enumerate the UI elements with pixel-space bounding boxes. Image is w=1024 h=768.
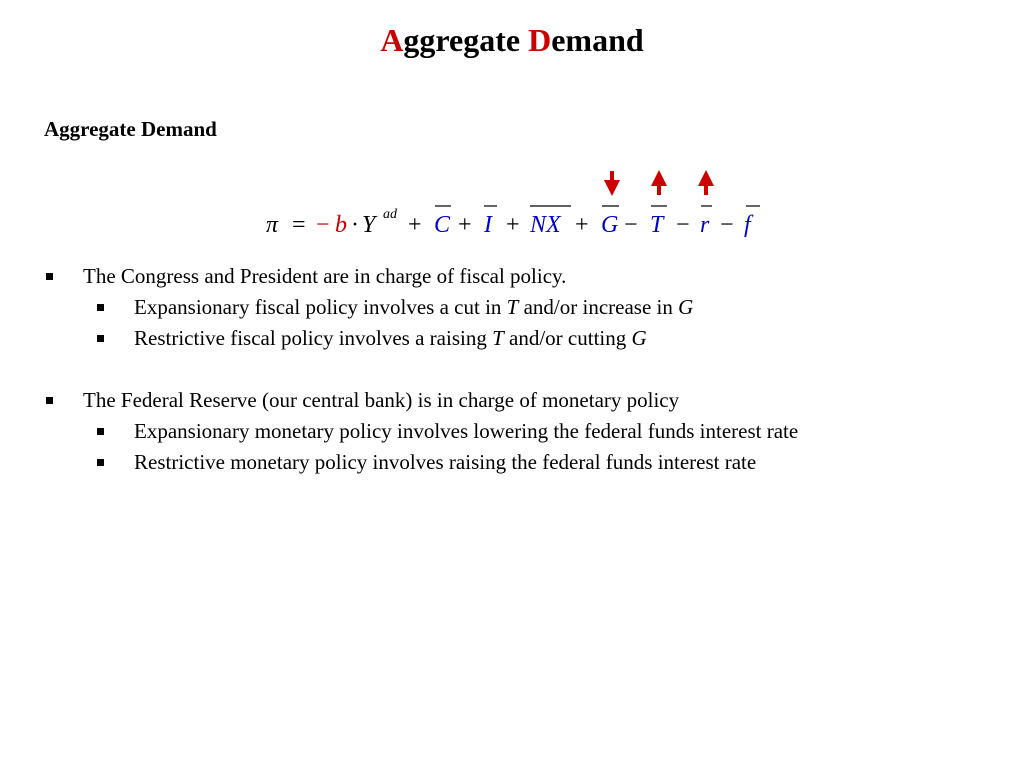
eq-C: C [434,212,451,238]
eq-plus-2: + [458,212,472,238]
eq-b: b [335,212,347,238]
bullet-marker [46,273,53,280]
bullet-var-T: T [492,326,504,350]
bullet-marker [97,335,104,342]
bullet-var-G: G [678,295,694,319]
bullet-marker [97,428,104,435]
eq-pi: π [266,212,279,238]
bullet-spacer [44,354,1004,385]
eq-T: T [650,212,664,238]
eq-plus-4: + [575,212,589,238]
eq-equals: = [292,212,306,238]
eq-I: I [484,212,492,238]
bullet-fiscal-main [44,261,1004,292]
bullet-text: Expansionary monetary policy involves lowering the federal funds interest rate [134,419,799,443]
bullet-var-G: G [631,326,647,350]
bullet-text: The Congress and President are in charge of fiscal policy. [83,264,567,288]
bullet-monetary-sub-2 [44,447,1004,478]
bullet-fiscal-sub-2 [44,323,1004,354]
eq-minus-2: − [676,212,690,238]
eq-superscript-ad: ad [383,207,397,222]
bullet-marker [46,397,53,404]
title-initial-d: D [528,22,552,58]
aggregate-demand-equation [0,200,1024,244]
eq-plus-3: + [506,212,520,238]
title-word-rest-2: emand [551,22,644,58]
eq-plus-1: + [408,212,422,238]
bullet-text: Restrictive fiscal policy involves a raising [134,326,493,350]
policy-arrows [0,168,1024,198]
bullet-fiscal-sub-1 [44,292,1004,323]
eq-minus-3: − [720,212,734,238]
section-heading: Aggregate Demand [44,117,217,141]
eq-minus-1: − [624,212,638,238]
eq-minus-b-sign: − [316,212,330,238]
bullet-text: The Federal Reserve (our central bank) is in charge of monetary policy [83,388,680,412]
bullet-text: Expansionary fiscal policy involves a cut in [134,295,507,319]
bullet-marker [97,459,104,466]
equation-svg [0,200,1024,244]
eq-G: G [601,212,619,238]
bullet-list [44,261,1004,478]
eq-Y: Y [362,212,376,238]
bullet-monetary-sub-1 [44,416,1004,447]
bullet-var-T: T [506,295,519,319]
eq-dot: · [351,212,359,238]
eq-NX: NX [530,212,561,238]
bullet-text: and/or cutting [503,326,632,350]
title-word-rest-1: ggregate [403,22,521,58]
eq-f: f [744,212,751,238]
bullet-text: Restrictive monetary policy involves raising the federal funds interest rate [134,450,757,474]
bullet-monetary-main [44,385,1004,416]
bullet-marker [97,304,104,311]
slide-title [0,22,1024,59]
eq-r: r [700,212,710,238]
title-initial-a: A [380,22,404,58]
bullet-text: and/or increase in [518,295,679,319]
